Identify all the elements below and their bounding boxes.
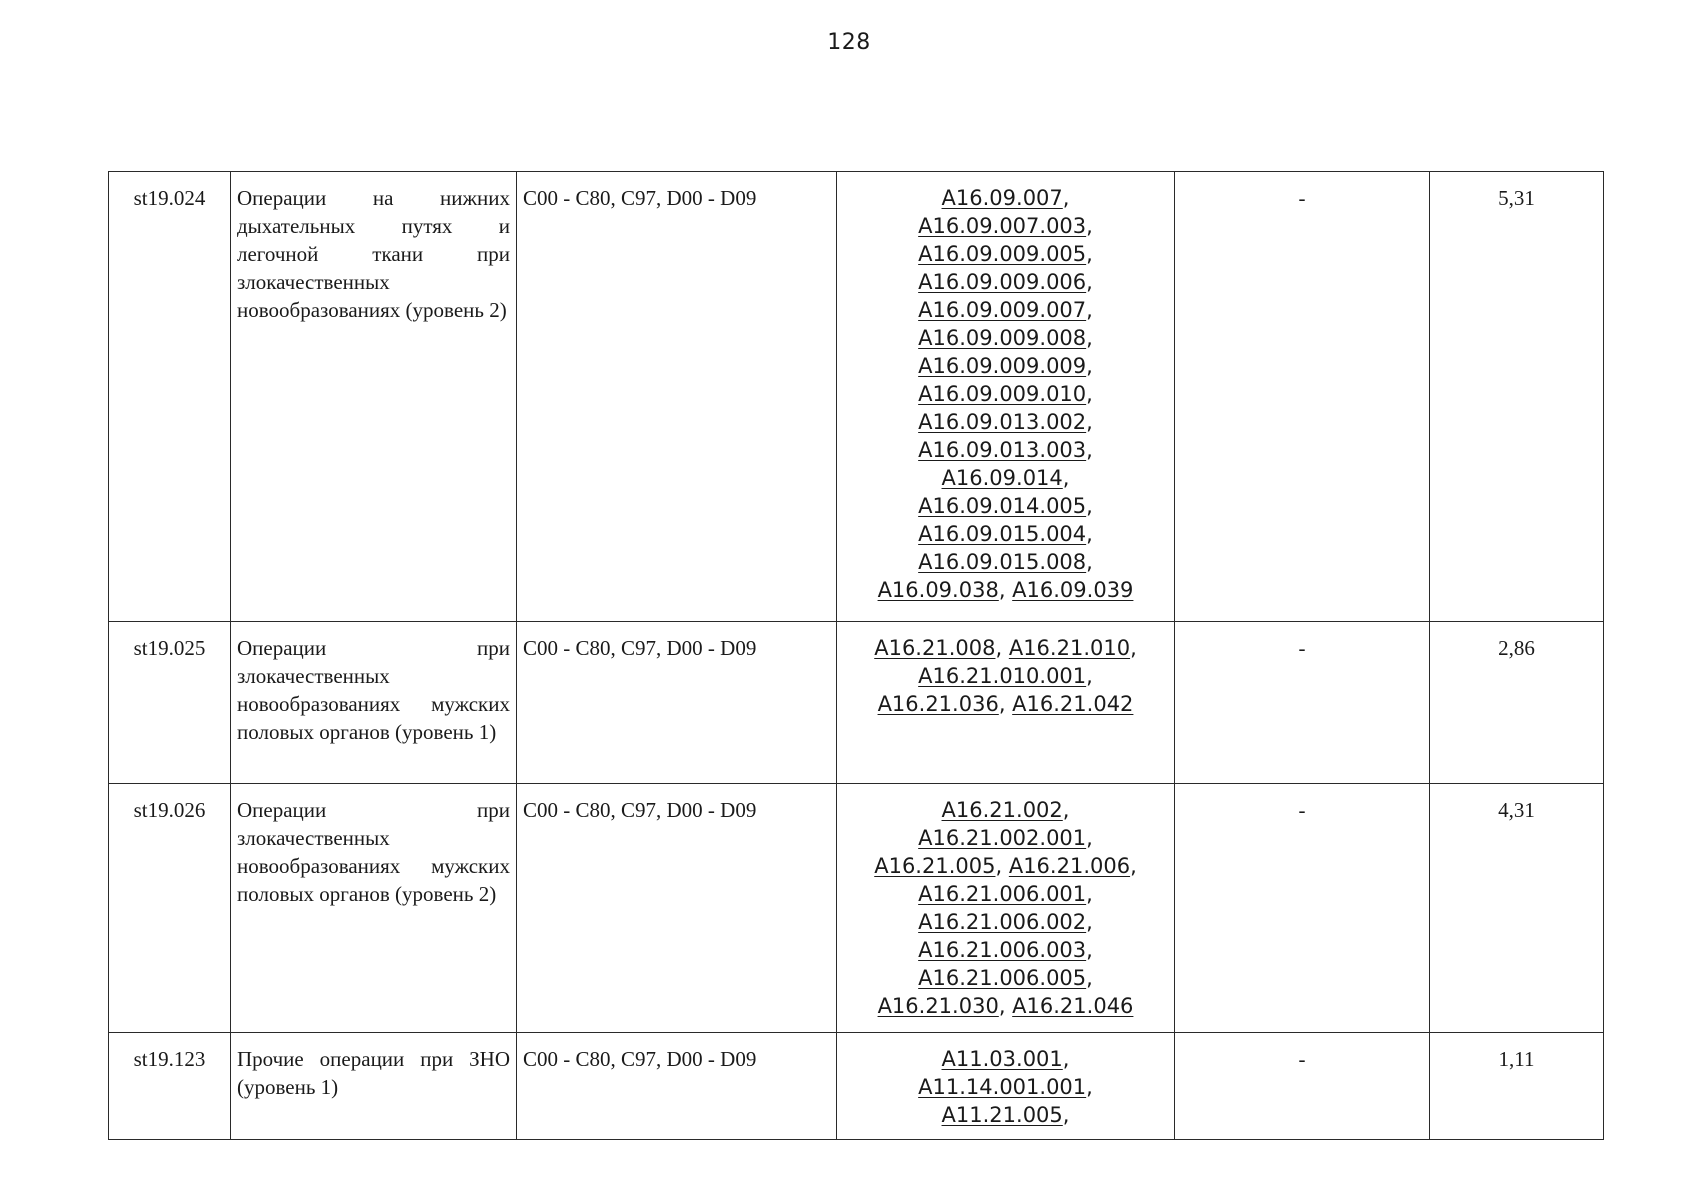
group-code-cell: st19.024	[109, 172, 231, 622]
service-code-link[interactable]: А16.09.009.006	[918, 270, 1087, 294]
separator: ,	[1086, 214, 1093, 238]
service-code-line	[843, 324, 1168, 352]
service-code-line	[843, 908, 1168, 936]
separator: ,	[1086, 938, 1093, 962]
separator: ,	[998, 578, 1013, 602]
service-code-line	[843, 520, 1168, 548]
service-code-line	[843, 408, 1168, 436]
service-code-link[interactable]: А16.21.006.002	[918, 910, 1087, 934]
additional-criteria-cell: -	[1175, 1033, 1430, 1140]
separator: ,	[1062, 1047, 1070, 1071]
group-code-cell: st19.025	[109, 622, 231, 784]
separator: ,	[1086, 242, 1093, 266]
service-code-line	[843, 634, 1168, 662]
service-code-link[interactable]: А16.09.009.007	[918, 298, 1087, 322]
service-code-link[interactable]: А11.14.001.001	[918, 1075, 1087, 1099]
table-row	[109, 1033, 1604, 1140]
service-code-link[interactable]: А16.09.009.010	[918, 382, 1087, 406]
diagnosis-codes-cell: C00 - C80, C97, D00 - D09	[517, 172, 837, 622]
service-code-link[interactable]: А16.09.009.005	[918, 242, 1087, 266]
service-codes-cell	[837, 1033, 1175, 1140]
service-code-line	[843, 548, 1168, 576]
separator: ,	[1130, 636, 1137, 660]
service-code-link[interactable]: А16.21.006.003	[918, 938, 1087, 962]
separator: ,	[1086, 382, 1093, 406]
separator: ,	[1130, 854, 1137, 878]
service-code-link[interactable]: А16.09.015.004	[918, 522, 1087, 546]
service-code-link[interactable]: А16.21.006	[1008, 854, 1131, 878]
service-code-link[interactable]: А16.09.038	[877, 578, 999, 602]
service-code-link[interactable]: А16.21.010	[1008, 636, 1131, 660]
additional-criteria-cell: -	[1175, 622, 1430, 784]
separator: ,	[1086, 438, 1093, 462]
service-code-link[interactable]: А16.21.036	[877, 692, 999, 716]
cost-coefficient-cell: 5,31	[1430, 172, 1604, 622]
separator: ,	[1062, 798, 1070, 822]
service-code-line	[843, 436, 1168, 464]
service-code-line	[843, 964, 1168, 992]
service-code-line	[843, 1073, 1168, 1101]
separator: ,	[995, 854, 1009, 878]
service-code-link[interactable]: А16.21.008	[874, 636, 996, 660]
service-code-line	[843, 184, 1168, 212]
service-code-link[interactable]: А16.21.006.005	[918, 966, 1087, 990]
separator: ,	[998, 692, 1013, 716]
service-code-line	[843, 380, 1168, 408]
separator: ,	[1086, 354, 1093, 378]
service-code-line	[843, 268, 1168, 296]
service-code-line	[843, 1101, 1168, 1129]
cost-coefficient-cell: 4,31	[1430, 784, 1604, 1033]
service-code-line	[843, 852, 1168, 880]
table-row	[109, 172, 1604, 622]
separator: ,	[1086, 1075, 1093, 1099]
separator: ,	[1086, 966, 1093, 990]
separator: ,	[998, 994, 1013, 1018]
diagnosis-codes-cell: C00 - C80, C97, D00 - D09	[517, 784, 837, 1033]
service-code-line	[843, 352, 1168, 380]
service-code-link[interactable]: А16.09.039	[1012, 578, 1134, 602]
separator: ,	[1062, 1103, 1070, 1127]
service-code-line	[843, 662, 1168, 690]
additional-criteria-cell: -	[1175, 172, 1430, 622]
ksg-table-body	[109, 172, 1604, 1140]
service-code-link[interactable]: А16.21.042	[1012, 692, 1134, 716]
group-name-cell: Операции при злокачественных новообразованиях мужских половых органов (уровень 1)	[231, 622, 517, 784]
service-code-line	[843, 240, 1168, 268]
service-code-link[interactable]: А16.21.010.001	[918, 664, 1087, 688]
service-codes-cell	[837, 172, 1175, 622]
service-code-line	[843, 464, 1168, 492]
service-code-link[interactable]: А16.21.006.001	[918, 882, 1087, 906]
service-code-link[interactable]: А16.09.015.008	[918, 550, 1087, 574]
separator: ,	[1086, 664, 1093, 688]
service-code-link[interactable]: А11.21.005	[941, 1103, 1063, 1127]
ksg-table	[108, 171, 1604, 1140]
service-code-link[interactable]: А16.09.014.005	[918, 494, 1087, 518]
separator: ,	[1086, 882, 1093, 906]
service-codes-cell	[837, 622, 1175, 784]
service-code-line	[843, 1045, 1168, 1073]
cost-coefficient-cell: 2,86	[1430, 622, 1604, 784]
service-code-line	[843, 796, 1168, 824]
service-code-link[interactable]: А16.09.007	[941, 186, 1063, 210]
separator: ,	[1086, 410, 1093, 434]
service-codes-cell	[837, 784, 1175, 1033]
group-name-cell: Операции на нижних дыхательных путях и легочной ткани при злокачественных новообразованиях (уровень 2)	[231, 172, 517, 622]
service-code-link[interactable]: А16.09.007.003	[918, 214, 1087, 238]
separator: ,	[1086, 826, 1093, 850]
service-code-line	[843, 992, 1168, 1020]
service-code-line	[843, 492, 1168, 520]
service-code-link[interactable]: А11.03.001	[941, 1047, 1063, 1071]
separator: ,	[1086, 522, 1093, 546]
service-code-link[interactable]: А16.21.005	[874, 854, 996, 878]
service-code-line	[843, 824, 1168, 852]
service-code-link[interactable]: А16.21.046	[1012, 994, 1134, 1018]
service-code-link[interactable]: А16.09.013.002	[918, 410, 1087, 434]
separator: ,	[1086, 494, 1093, 518]
service-code-link[interactable]: А16.09.013.003	[918, 438, 1087, 462]
diagnosis-codes-cell: C00 - C80, C97, D00 - D09	[517, 1033, 837, 1140]
separator: ,	[1062, 466, 1070, 490]
separator: ,	[1086, 326, 1093, 350]
service-code-line	[843, 576, 1168, 604]
cost-coefficient-cell: 1,11	[1430, 1033, 1604, 1140]
service-code-link[interactable]: А16.21.002.001	[918, 826, 1087, 850]
separator: ,	[1086, 550, 1093, 574]
service-code-link[interactable]: А16.09.009.009	[918, 354, 1087, 378]
diagnosis-codes-cell: C00 - C80, C97, D00 - D09	[517, 622, 837, 784]
service-code-link[interactable]: А16.21.030	[877, 994, 999, 1018]
service-code-line	[843, 296, 1168, 324]
service-code-link[interactable]: А16.21.002	[941, 798, 1063, 822]
group-code-cell: st19.123	[109, 1033, 231, 1140]
service-code-line	[843, 690, 1168, 718]
separator: ,	[1086, 298, 1093, 322]
service-code-line	[843, 880, 1168, 908]
service-code-line	[843, 936, 1168, 964]
service-code-line	[843, 212, 1168, 240]
separator: ,	[1062, 186, 1070, 210]
group-name-cell: Операции при злокачественных новообразованиях мужских половых органов (уровень 2)	[231, 784, 517, 1033]
separator: ,	[995, 636, 1009, 660]
service-code-link[interactable]: А16.09.014	[941, 466, 1063, 490]
separator: ,	[1086, 270, 1093, 294]
additional-criteria-cell: -	[1175, 784, 1430, 1033]
page-number: 128	[827, 30, 871, 55]
table-row	[109, 622, 1604, 784]
separator: ,	[1086, 910, 1093, 934]
table-row	[109, 784, 1604, 1033]
group-code-cell: st19.026	[109, 784, 231, 1033]
group-name-cell: Прочие операции при ЗНО (уровень 1)	[231, 1033, 517, 1140]
service-code-link[interactable]: А16.09.009.008	[918, 326, 1087, 350]
